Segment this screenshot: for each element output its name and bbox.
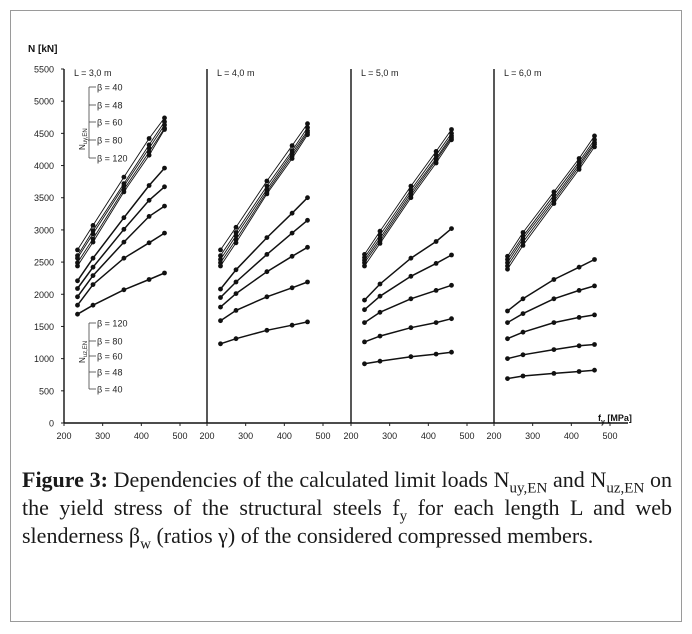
legend-item-label: β = 120 [97,318,128,329]
data-point-uz [234,336,239,341]
panel-length-label: L = 4,0 m [217,68,255,78]
y-tick-label: 4000 [33,161,54,172]
panel-length-label: L = 3,0 m [74,68,112,78]
data-point-uy [122,190,127,195]
data-point-uz [552,371,557,376]
x-tick-label: 500 [172,431,188,441]
data-point-uz [505,320,510,325]
data-point-uz [505,356,510,361]
data-point-uz [505,336,510,341]
y-tick-label: 0 [48,418,54,429]
series-line-uy [365,140,452,266]
series-line-uy [508,136,595,256]
data-point-uy [449,137,454,142]
data-point-uz [409,325,414,330]
data-point-uz [552,277,557,282]
data-point-uz [378,294,383,299]
data-point-uz [290,323,295,328]
series-line-uz [221,220,308,297]
data-point-uy [234,240,239,245]
y-tick-label: 1500 [33,321,54,332]
data-point-uz [290,211,295,216]
data-point-uz [592,284,597,289]
x-axis-title-sub: y [601,419,605,426]
data-point-uy [234,225,239,230]
series-line-uz [508,345,595,359]
legend-title [78,341,89,363]
data-point-uz [305,320,310,325]
data-point-uz [265,252,270,257]
data-point-uz [218,295,223,300]
data-point-uz [91,265,96,270]
data-point-uz [552,296,557,301]
data-point-uy [378,241,383,246]
data-point-uz [218,287,223,292]
data-point-uz [305,195,310,200]
data-point-uz [147,214,152,219]
data-point-uz [290,285,295,290]
data-point-uz [434,352,439,357]
data-point-uz [362,320,367,325]
data-point-uz [305,218,310,223]
y-tick-label: 3000 [33,225,54,236]
y-tick-label: 4500 [33,128,54,139]
data-point-uy [75,264,80,269]
x-axis-title [598,413,632,426]
data-point-uz [218,305,223,310]
data-point-uz [449,350,454,355]
x-tick-label: 300 [95,431,111,441]
data-point-uz [218,318,223,323]
panel-2 [199,68,330,441]
y-tick-label: 2500 [33,257,54,268]
caption-sub-3: y [399,508,408,525]
data-point-uz [162,204,167,209]
data-point-uz [409,256,414,261]
y-tick-label: 500 [38,386,54,397]
data-point-uz [75,294,80,299]
caption-sub-1: uy,EN [509,480,548,497]
data-point-uz [434,239,439,244]
y-tick-label: 2000 [33,289,54,300]
data-point-uz [378,310,383,315]
data-point-uy [122,175,127,180]
caption-text-2: and N [547,467,607,492]
series-line-uz [78,206,165,297]
caption-sub-4: w [140,536,151,553]
data-point-uz [122,287,127,292]
data-point-uz [75,278,80,283]
uy-legend [78,83,127,164]
legend-item-label: β = 40 [97,384,123,395]
panel-4 [486,68,617,441]
data-point-uz [162,231,167,236]
data-point-uz [521,352,526,357]
x-tick-label: 300 [382,431,398,441]
legend-item-label: β = 60 [97,117,123,128]
x-tick-label: 500 [602,431,618,441]
data-point-uz [234,308,239,313]
data-point-uz [434,320,439,325]
data-point-uz [449,226,454,231]
data-point-uz [265,328,270,333]
x-tick-label: 300 [525,431,541,441]
data-point-uy [147,136,152,141]
data-point-uz [577,315,582,320]
data-point-uy [362,264,367,269]
data-point-uz [265,235,270,240]
series-line-uz [365,285,452,322]
data-point-uy [91,240,96,245]
y-tick-label: 3500 [33,193,54,204]
data-point-uz [577,265,582,270]
data-point-uy [162,127,167,132]
data-point-uz [434,261,439,266]
data-point-uz [409,274,414,279]
legend-title-sub: uz,EN [83,340,89,358]
data-point-uz [577,288,582,293]
caption-sub-2: uz,EN [606,480,645,497]
series-line-uz [78,168,165,281]
series-line-uy [365,138,452,263]
data-point-uz [362,340,367,345]
y-tick-label: 5500 [33,64,54,75]
panel-3 [343,68,474,441]
x-tick-label: 400 [133,431,149,441]
data-point-uz [521,311,526,316]
data-point-uz [434,288,439,293]
data-point-uz [409,296,414,301]
data-point-uy [521,243,526,248]
data-point-uy [75,248,80,253]
data-point-uz [234,267,239,272]
legend-title [78,128,89,150]
legend-item-label: β = 80 [97,336,123,347]
data-point-uz [577,369,582,374]
data-point-uz [75,286,80,291]
data-point-uy [147,153,152,158]
legend-title-main: N [78,357,87,363]
data-point-uy [577,167,582,172]
caption-text-5: (ratios γ) of the considered compressed members. [150,523,594,548]
data-point-uz [122,240,127,245]
data-point-uz [91,256,96,261]
data-point-uz [378,334,383,339]
x-tick-label: 500 [315,431,331,441]
data-point-uz [265,294,270,299]
legend-item-label: β = 48 [97,367,123,378]
data-point-uz [122,215,127,220]
data-point-uz [162,166,167,171]
data-point-uz [552,320,557,325]
data-point-uz [75,312,80,317]
data-point-uz [91,282,96,287]
data-point-uz [234,280,239,285]
data-point-uz [91,303,96,308]
legend-title-main: N [78,144,87,150]
chart-legends [78,83,127,395]
series-line-uy [365,130,452,255]
uz-legend [78,319,127,395]
figure-caption [22,466,673,553]
data-point-uz [592,342,597,347]
data-point-uz [305,245,310,250]
x-axis-title-main: f [598,413,601,423]
data-point-uz [592,257,597,262]
data-point-uz [265,269,270,274]
chart-panels [56,68,617,441]
data-point-uz [362,298,367,303]
data-point-uz [552,347,557,352]
x-tick-label: 500 [459,431,475,441]
data-point-uz [521,296,526,301]
legend-item-label: β = 120 [97,153,128,164]
data-point-uz [162,271,167,276]
series-line-uz [78,233,165,305]
data-point-uz [75,303,80,308]
legend-item-label: β = 48 [97,100,123,111]
data-point-uz [521,330,526,335]
data-point-uz [378,359,383,364]
data-point-uz [577,343,582,348]
y-tick-label: 1000 [33,354,54,365]
legend-title-sub: uy,EN [83,128,89,145]
x-tick-label: 200 [343,431,359,441]
caption-label: Figure 3: [22,467,108,492]
data-point-uz [362,361,367,366]
data-point-uy [505,267,510,272]
legend-item-label: β = 60 [97,351,123,362]
series-line-uy [221,135,308,266]
data-point-uz [521,374,526,379]
data-point-uy [265,179,270,184]
panel-length-label: L = 6,0 m [504,68,542,78]
x-tick-label: 200 [56,431,72,441]
data-point-uz [305,280,310,285]
data-point-uy [290,143,295,148]
data-point-uz [147,183,152,188]
data-point-uz [147,277,152,282]
data-point-uz [122,256,127,261]
panel-length-label: L = 5,0 m [361,68,399,78]
data-point-uz [505,376,510,381]
data-point-uz [362,307,367,312]
data-point-uy [434,161,439,166]
data-point-uz [592,368,597,373]
data-point-uy [552,201,557,206]
data-point-uz [378,282,383,287]
data-point-uz [147,198,152,203]
data-point-uz [91,273,96,278]
data-point-uz [147,240,152,245]
caption-text-3: on the yield stress of the structural steels f [22,467,673,520]
data-point-uz [290,231,295,236]
data-point-uz [218,341,223,346]
data-point-uy [290,156,295,161]
legend-item-label: β = 80 [97,135,123,146]
y-tick-label: 5000 [33,96,54,107]
data-point-uy [91,223,96,228]
data-point-uz [234,291,239,296]
data-point-uz [449,283,454,288]
data-point-uz [122,227,127,232]
data-point-uz [409,354,414,359]
caption-text-4: for each length L and web slenderness β [22,495,672,548]
data-point-uz [290,254,295,259]
x-axis-unit: [MPa] [604,413,632,423]
x-tick-label: 400 [276,431,292,441]
data-point-uz [449,316,454,321]
data-point-uy [409,195,414,200]
data-point-uy [305,132,310,137]
series-line-uy [508,147,595,269]
data-point-uz [592,313,597,318]
data-point-uz [162,184,167,189]
x-tick-label: 400 [420,431,436,441]
data-point-uz [505,309,510,314]
x-tick-label: 400 [563,431,579,441]
data-point-uy [592,145,597,150]
series-line-uy [508,140,595,260]
x-tick-label: 200 [199,431,215,441]
data-point-uy [218,248,223,253]
y-axis-title: N [kN] [28,44,58,55]
legend-item-label: β = 40 [97,82,123,93]
x-tick-label: 200 [486,431,502,441]
series-line-uy [508,142,595,262]
x-tick-label: 300 [238,431,254,441]
data-point-uy [265,192,270,197]
data-point-uy [218,264,223,269]
series-line-uz [508,315,595,339]
caption-text-1: Dependencies of the calculated limit loads N [107,467,510,492]
data-point-uz [449,253,454,258]
series-line-uy [508,144,595,266]
series-line-uy [221,128,308,256]
